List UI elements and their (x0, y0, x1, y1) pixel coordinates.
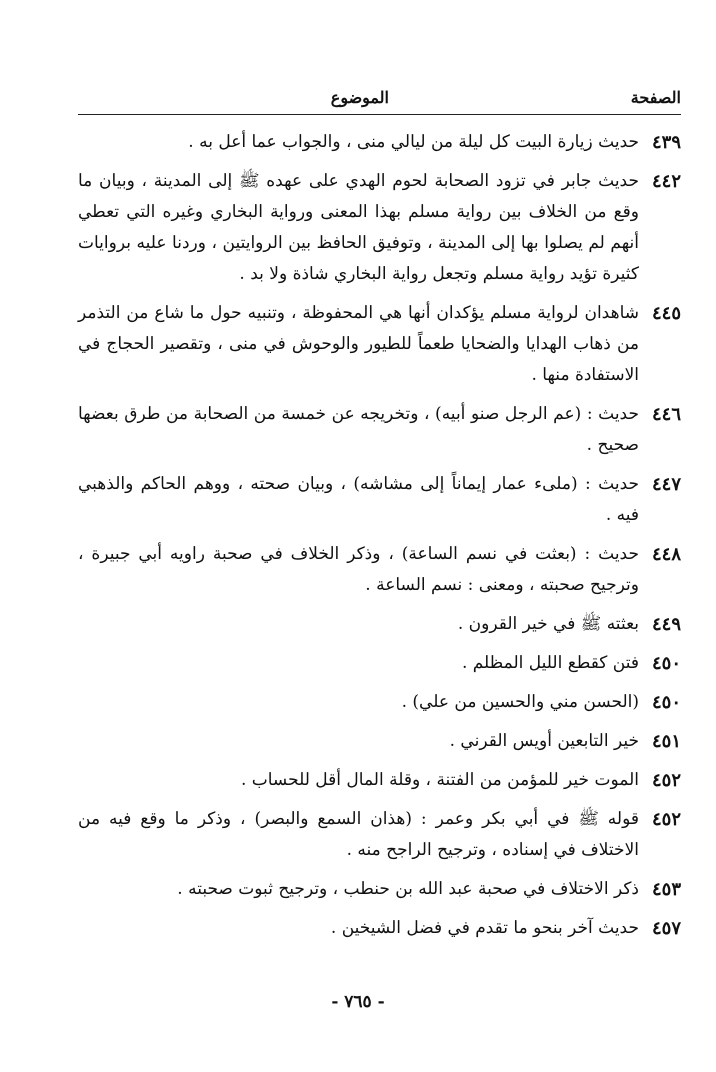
entry-topic: الموت خير للمؤمن من الفتنة ، وقلة المال أقل للحساب . (240, 770, 639, 790)
index-entry (78, 127, 681, 158)
header-divider (78, 114, 681, 115)
index-entry (78, 765, 681, 796)
index-page (78, 86, 681, 952)
index-entry (78, 166, 681, 290)
entry-topic: (الحسن مني والحسين من علي) . (401, 692, 639, 712)
entry-topic: حديث جابر في تزود الصحابة لحوم الهدي على عهده ﷺ إلى المدينة ، وبيان ما وقع من الخلاف بين رواية مسلم بهذا المعنى ورواية البخاري وغيره التي تعطي أنهم لم يصلوا بها إلى المدينة ، وتوفيق الحافظ بين الروايتين ، وردنا عليه بروايات كثيرة تؤيد رواية مسلم وتجعل رواية البخاري شاذة ولا بد . (78, 171, 639, 284)
page-header (78, 86, 681, 114)
entry-topic: بعثته ﷺ في خير القرون . (457, 614, 639, 634)
entry-page-number: ٤٥٣ (651, 879, 681, 900)
entry-page-number: ٤٤٦ (651, 404, 681, 425)
index-entry (78, 648, 681, 679)
entry-page-number: ٤٤٩ (651, 614, 681, 635)
entry-topic: قوله ﷺ في أبي بكر وعمر : (هذان السمع والبصر) ، وذكر ما وقع فيه من الاختلاف في إسناده ، وترجيح الراجح منه . (78, 809, 639, 860)
entry-topic: حديث : (عم الرجل صنو أبيه) ، وتخريجه عن خمسة من الصحابة من طرق بعضها صحيح . (78, 404, 639, 455)
index-entry (78, 913, 681, 944)
entry-page-number: ٤٥٢ (651, 809, 681, 830)
index-entry (78, 726, 681, 757)
entry-page-number: ٤٥٧ (651, 918, 681, 939)
index-entries (78, 127, 681, 944)
index-entry (78, 298, 681, 391)
entry-page-number: ٤٣٩ (651, 132, 681, 153)
index-entry (78, 399, 681, 461)
index-entry (78, 687, 681, 718)
entry-topic: حديث : (بعثت في نسم الساعة) ، وذكر الخلاف في صحبة راويه أبي جبيرة ، وترجيح صحبته ، ومعنى : نسم الساعة . (78, 544, 639, 595)
entry-topic: فتن كقطع الليل المظلم . (461, 653, 639, 673)
page-column-label: الصفحة (630, 88, 681, 107)
entry-topic: ذكر الاختلاف في صحبة عبد الله بن حنطب ، وترجيح ثبوت صحبته . (177, 879, 639, 899)
page-footer-number: - ٧٦٥ - (331, 992, 385, 1012)
entry-topic: حديث آخر بنحو ما تقدم في فضل الشيخين . (330, 918, 639, 938)
entry-page-number: ٤٤٢ (651, 171, 681, 192)
topic-column-label: الموضوع (330, 88, 389, 107)
entry-page-number: ٤٥٠ (651, 653, 681, 674)
index-entry (78, 609, 681, 640)
entry-topic: حديث : (ملىء عمار إيماناً إلى مشاشه) ، وبيان صحته ، ووهم الحاكم والذهبي فيه . (78, 474, 639, 525)
entry-page-number: ٤٤٧ (651, 474, 681, 495)
index-entry (78, 539, 681, 601)
index-entry (78, 874, 681, 905)
entry-page-number: ٤٤٨ (651, 544, 681, 565)
entry-page-number: ٤٤٥ (651, 303, 681, 324)
entry-topic: شاهدان لرواية مسلم يؤكدان أنها هي المحفوظة ، وتنبيه حول ما شاع من التذمر من ذهاب الهدايا والضحايا طعماً للطيور والوحوش في منى ، وتقصير الحجاج في الاستفادة منها . (78, 303, 639, 385)
entry-page-number: ٤٥٠ (651, 692, 681, 713)
entry-topic: حديث زيارة البيت كل ليلة من ليالي منى ، والجواب عما أعل به . (188, 132, 639, 152)
index-entry (78, 804, 681, 866)
index-entry (78, 469, 681, 531)
entry-page-number: ٤٥١ (651, 731, 681, 752)
entry-topic: خير التابعين أويس القرني . (449, 731, 639, 751)
entry-page-number: ٤٥٢ (651, 770, 681, 791)
